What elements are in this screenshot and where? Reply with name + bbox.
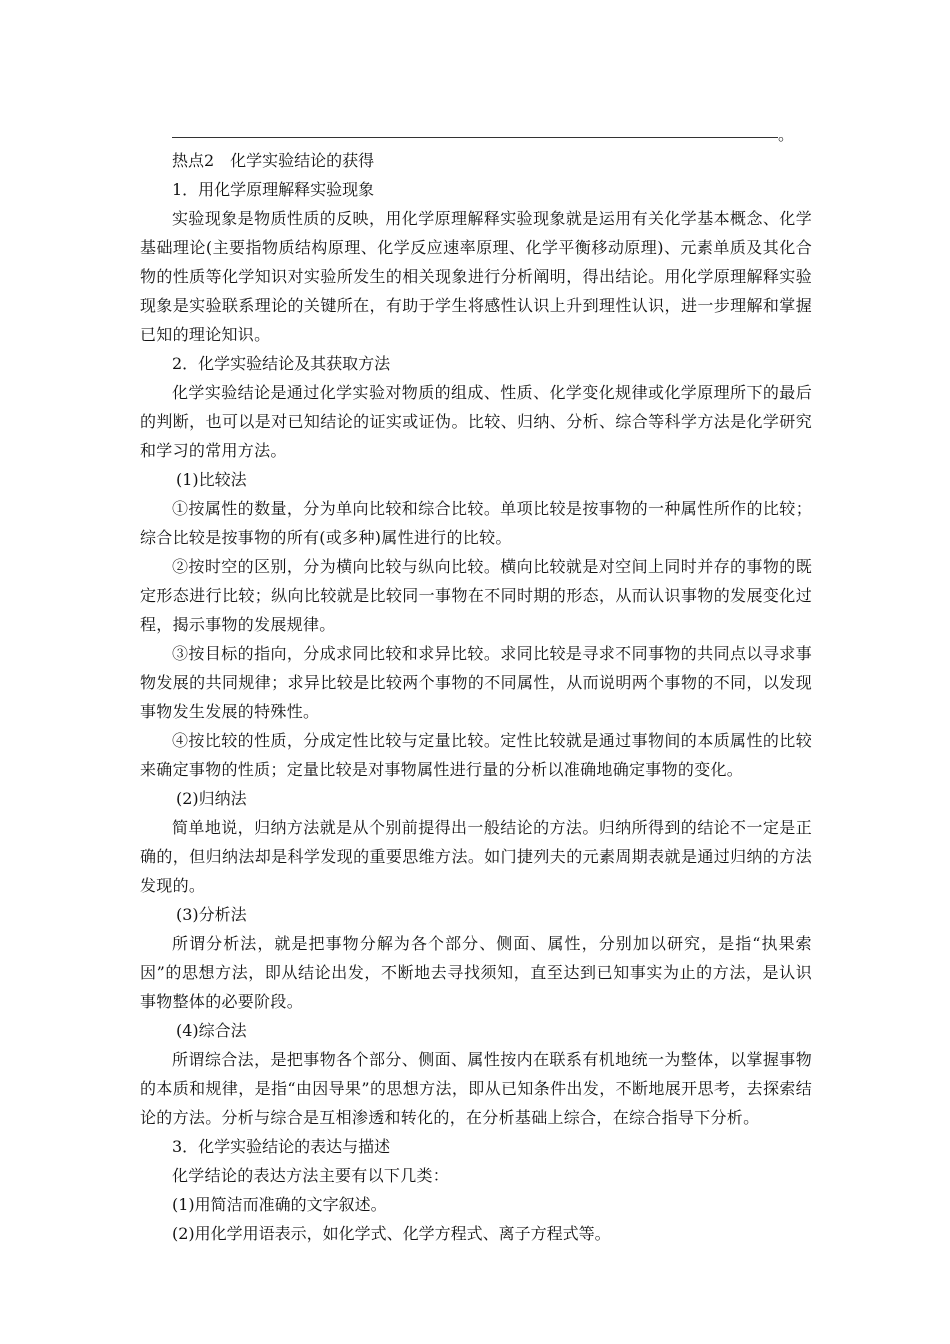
subsection-3-intro: 化学结论的表达方法主要有以下几类： bbox=[172, 1166, 450, 1185]
section-title: 热点2 化学实验结论的获得 bbox=[172, 151, 375, 170]
subsection-1-body: 实验现象是物质性质的反映，用化学原理解释实验现象就是运用有关化学基本概念、化学基础理论(主要指物质结构原理、化学反应速率原理、化学平衡移动原理)、元素单质及其化合物的性质等化学知识对实验所发生的相关现象进行分析阐明，得出结论。用化学原理解释实验现象是实验联系理论的关键所在，有助于学生将感性认识上升到理性认识，进一步理解和掌握已知的理论知识。 bbox=[140, 209, 812, 344]
method-analysis-body: 所谓分析法，就是把事物分解为各个部分、侧面、属性，分别加以研究，是指“执果索因”的思想方法，即从结论出发，不断地去寻找须知，直至达到已知事实为止的方法，是认识事物整体的必要阶段。 bbox=[140, 934, 812, 1011]
sentence-end-mark: 。 bbox=[778, 125, 795, 144]
expression-item: (1)用简洁而准确的文字叙述。 bbox=[172, 1195, 387, 1214]
subsection-1-title: 1．用化学原理解释实验现象 bbox=[172, 180, 375, 199]
section-content bbox=[140, 146, 812, 1248]
subsection-2-title: 2．化学实验结论及其获取方法 bbox=[172, 354, 391, 373]
method-analysis-title: (3)分析法 bbox=[176, 905, 247, 924]
comparison-item: ③按目标的指向，分成求同比较和求异比较。求同比较是寻求不同事物的共同点以寻求事物发展的共同规律；求异比较是比较两个事物的不同属性，从而说明两个事物的不同，以发现事物发生发展的特殊性。 bbox=[140, 644, 812, 721]
comparison-item: ④按比较的性质，分成定性比较与定量比较。定性比较就是通过事物间的本质属性的比较来确定事物的性质；定量比较是对事物属性进行量的分析以准确地确定事物的变化。 bbox=[140, 731, 812, 779]
comparison-item: ②按时空的区别，分为横向比较与纵向比较。横向比较就是对空间上同时并存的事物的既定形态进行比较；纵向比较就是比较同一事物在不同时期的形态，从而认识事物的发展变化过程，揭示事物的发展规律。 bbox=[140, 557, 812, 634]
method-synthesis-body: 所谓综合法，是把事物各个部分、侧面、属性按内在联系有机地统一为整体，以掌握事物的本质和规律，是指“由因导果”的思想方法，即从已知条件出发，不断地展开思考，去探索结论的方法。分析与综合是互相渗透和转化的，在分析基础上综合，在综合指导下分析。 bbox=[140, 1050, 812, 1127]
method-induction-body: 简单地说，归纳方法就是从个别前提得出一般结论的方法。归纳所得到的结论不一定是正确的，但归纳法却是科学发现的重要思维方法。如门捷列夫的元素周期表就是通过归纳的方法发现的。 bbox=[140, 818, 812, 895]
method-comparison-title: (1)比较法 bbox=[176, 470, 247, 489]
comparison-item: ①按属性的数量，分为单向比较和综合比较。单项比较是按事物的一种属性所作的比较；综合比较是按事物的所有(或多种)属性进行的比较。 bbox=[140, 499, 812, 547]
answer-blank-line bbox=[172, 137, 778, 138]
method-induction-title: (2)归纳法 bbox=[176, 789, 247, 808]
method-synthesis-title: (4)综合法 bbox=[176, 1021, 247, 1040]
expression-item: (2)用化学用语表示，如化学式、化学方程式、离子方程式等。 bbox=[172, 1224, 611, 1243]
subsection-2-body: 化学实验结论是通过化学实验对物质的组成、性质、化学变化规律或化学原理所下的最后的判断，也可以是对已知结论的证实或证伪。比较、归纳、分析、综合等科学方法是化学研究和学习的常用方法。 bbox=[140, 383, 812, 460]
subsection-3-title: 3．化学实验结论的表达与描述 bbox=[172, 1137, 391, 1156]
